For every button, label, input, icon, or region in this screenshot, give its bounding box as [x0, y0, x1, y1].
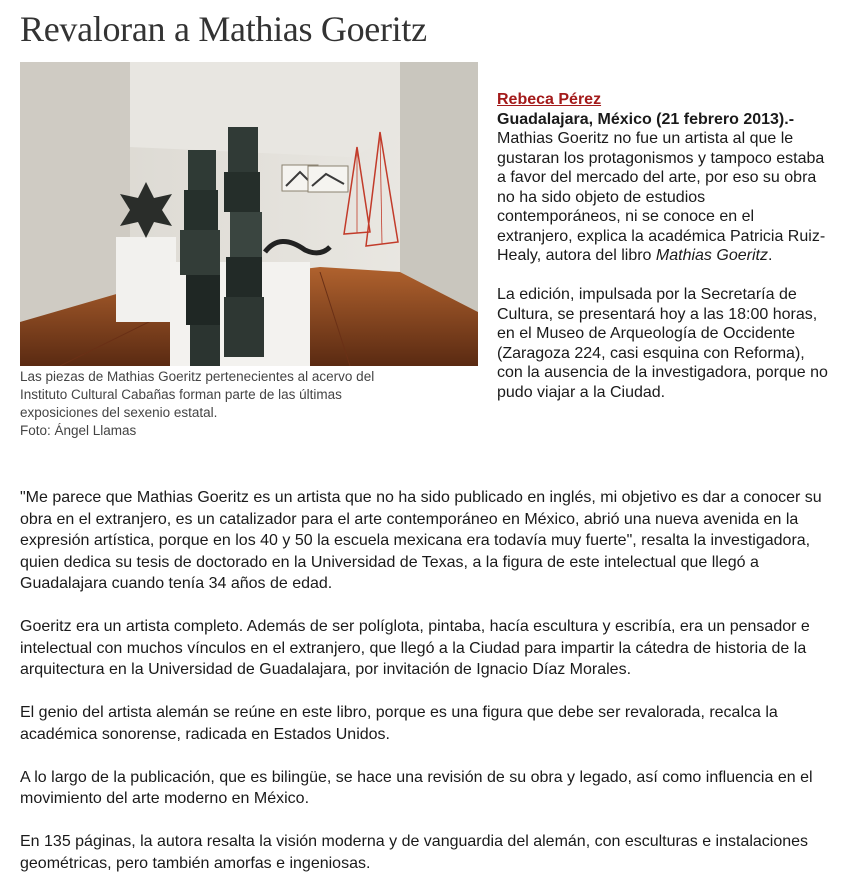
body-paragraph: Goeritz era un artista completo. Además de ser políglota, pintaba, hacía escultura y escribía, era un pensador e intelectual con muchos vínculos en el extranjero, que llegó a la Ciudad para impartir la cátedra de historia de la arquitectura en la Universidad de Guadalajara, por invitación de Ignacio Díaz Morales.	[20, 618, 810, 678]
lead-paragraph	[497, 110, 833, 266]
body-paragraph: A lo largo de la publicación, que es bilingüe, se hace una revisión de su obra y legado, así como influencia en el movimiento del arte moderno en México.	[20, 768, 813, 807]
article-body	[20, 487, 830, 896]
lead-end: .	[767, 247, 773, 264]
lead-column	[497, 90, 833, 402]
dateline: Guadalajara, México (21 febrero 2013).-	[497, 110, 795, 128]
presentation-paragraph: La edición, impulsada por la Secretaría de Cultura, se presentará hoy a las 18:00 horas, en el Museo de Arqueología de Occidente (Zaragoza 224, casi esquina con Reforma), con la ausencia de la investigadora, porque no pudo viajar a la Ciudad.	[497, 286, 828, 401]
body-paragraph: En 135 páginas, la autora resalta la visión moderna y de vanguardia del alemán, con esculturas e instalaciones geométricas, pero también amorfas e ingeniosas.	[20, 833, 809, 872]
body-paragraph: El genio del artista alemán se reúne en este libro, porque es una figura que debe ser revalorada, recalca la académica sonorense, radicada en Estados Unidos.	[20, 704, 778, 743]
gallery-photo	[20, 62, 478, 366]
author-link[interactable]: Rebeca Pérez	[497, 91, 602, 108]
lead-text: Mathias Goeritz no fue un artista al que le gustaran los protagonismos y tampoco estaba a favor del mercado del arte, por eso su obra no ha sido objeto de estudios contemporáneos, ni se conoce en el extranjero, explica la académica Patricia Ruiz-Healy, autora del libro	[497, 130, 826, 264]
photo-credit: Foto: Ángel Llamas	[20, 423, 137, 438]
photo-caption	[20, 368, 388, 440]
body-paragraph: "Me parece que Mathias Goeritz es un artista que no ha sido publicado en inglés, mi objetivo es dar a conocer su obra en el extranjero, es un catalizador para el arte contemporáneo en México, abrió una nueva avenida en la expresión artística, porque en los 40 y 50 la escuela mexicana era todavía muy fuerte", resalta la investigadora, quien dedica su tesis de doctorado en la Universidad de Texas, a la figura de este intelectual que llegó a Guadalajara cuando tenía 34 años de edad.	[20, 489, 822, 592]
article-title: Revaloran a Mathias Goeritz	[20, 9, 427, 49]
book-title: Mathias Goeritz	[655, 247, 768, 264]
caption-text: Las piezas de Mathias Goeritz pertenecientes al acervo del Instituto Cultural Cabañas forman parte de las últimas exposiciones del sexenio estatal.	[20, 369, 375, 420]
